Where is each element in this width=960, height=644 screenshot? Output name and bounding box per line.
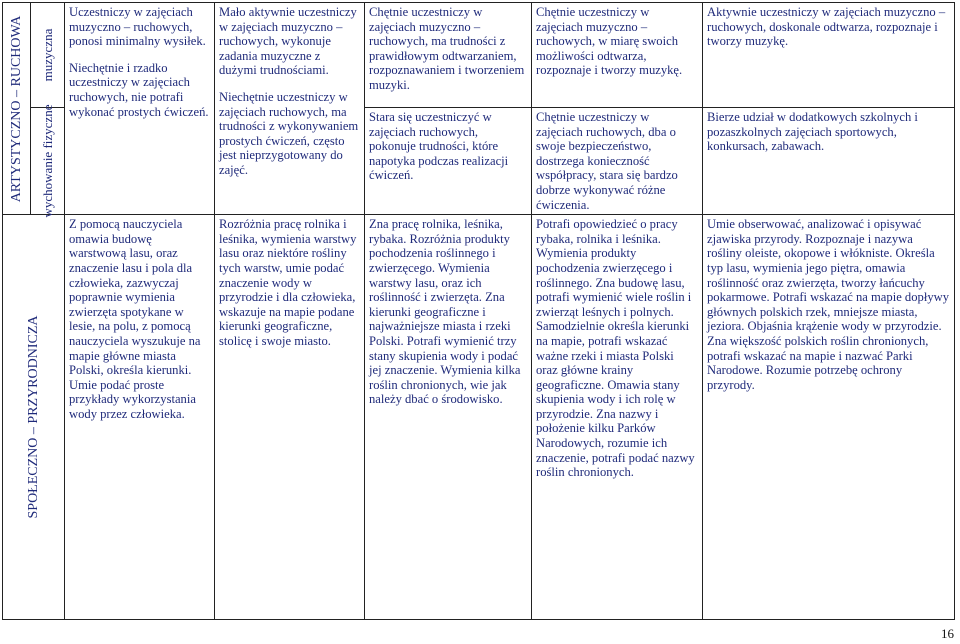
area-cell-arts [3, 3, 31, 215]
criteria-table [2, 2, 955, 620]
area-label-nature: SPOŁECZNO – PRZYRODNICZA [25, 315, 41, 519]
subject-cell-pe [31, 104, 65, 218]
music-pe-cell-1 [65, 3, 215, 215]
nature-cell-4 [532, 215, 703, 620]
music-cell-5 [703, 3, 955, 108]
nature-level-4: Potrafi opowiedzieć o pracy rybaka, rolnika i leśnika. Wymienia produkty pochodzenia zwierzęcego i roślinnego. Zna budowę lasu, potrafi wymienić wiele roślin i zwierząt leśnych i polnych. Samodzielnie określa kierunki na mapie, potrafi wskazać ważne rzeki i miasta Polski oraz główne krainy geograficzne. Omawia stany skupienia wody i ich rolę w przyrodzie. Zna nazwy i położenie kilku Parków Narodowych, rozumie ich znaczenie, potrafi podać nazwy roślin chronionych. [536, 217, 695, 480]
subject-cell-music [31, 3, 65, 108]
music-pe-cell-2 [215, 3, 365, 215]
pe-level-1: Niechętnie i rzadko uczestniczy w zajęciach ruchowych, nie potrafi wykonać prostych ćwiczeń. [69, 60, 209, 119]
nature-cell-3 [365, 215, 532, 620]
nature-cell-1 [65, 215, 215, 620]
area-cell-nature [3, 215, 65, 620]
pe-level-3: Stara się uczestniczyć w zajęciach ruchowych, pokonuje trudności, które napotyka podczas realizacji ćwiczeń. [369, 110, 509, 183]
page-number: 16 [941, 626, 954, 641]
music-cell-4 [532, 3, 703, 108]
table-row [3, 3, 955, 108]
subject-label-pe: wychowanie fizyczne [39, 104, 55, 218]
music-level-5: Aktywnie uczestniczy w zajęciach muzyczno – ruchowych, doskonale odtwarza, rozpoznaje i tworzy muzykę. [707, 5, 946, 49]
nature-cell-2 [215, 215, 365, 620]
pe-level-5: Bierze udział w dodatkowych szkolnych i pozaszkolnych zajęciach sportowych, konkursach, zabawach. [707, 110, 918, 154]
area-label-arts: ARTYSTYCZNO – RUCHOWA [8, 15, 24, 202]
music-level-1: Uczestniczy w zajęciach muzyczno – ruchowych, ponosi minimalny wysiłek. [69, 5, 206, 49]
table-row [3, 215, 955, 620]
pe-level-4: Chętnie uczestniczy w zajęciach ruchowych, dba o swoje bezpieczeństwo, dostrzega konieczność współpracy, stara się bardzo dobrze wykonywać różne ćwiczenia. [536, 110, 678, 212]
music-cell-3 [365, 3, 532, 108]
pe-cell-4 [532, 108, 703, 215]
nature-level-1: Z pomocą nauczyciela omawia budowę warstwową lasu, oraz znaczenie lasu i pola dla człowieka, zazwyczaj poprawnie wymienia zwierzęta spotykane w lesie, na polu, z pomocą nauczyciela wyszukuje na mapie główne miasta Polski, określa kierunki. Umie podać proste przykłady wykorzystania wody przez człowieka. [69, 217, 201, 421]
music-level-2: Mało aktywnie uczestniczy w zajęciach muzyczno – ruchowych, wykonuje zadania muzyczne z dużymi trudnościami. [219, 5, 357, 78]
nature-cell-5 [703, 215, 955, 620]
subject-label-music: muzyczna [39, 28, 55, 82]
nature-level-3: Zna pracę rolnika, leśnika, rybaka. Rozróżnia produkty pochodzenia roślinnego i zwierzęcego. Wymienia warstwy lasu, oraz ich roślinność i zwierzęta. Zna kierunki geograficzne i najważniejsze miasta i rzeki Polski. Potrafi wymienić trzy stany skupienia wody i podać jej znaczenie. Wymienia kilka roślin chronionych, wie jak należy dbać o środowisko. [369, 217, 521, 407]
music-level-3: Chętnie uczestniczy w zajęciach muzyczno – ruchowych, ma trudności z prawidłowym odtwarzaniem, rozpoznawaniem i tworzeniem muzyki. [369, 5, 525, 92]
nature-level-2: Rozróżnia pracę rolnika i leśnika, wymienia warstwy lasu oraz niektóre rośliny tych warstw, umie podać znaczenie wody w przyrodzie i dla człowieka, wskazuje na mapie podane kierunki geograficzne, stolicę i swoje miasto. [219, 217, 357, 348]
pe-cell-5 [703, 108, 955, 215]
music-level-4: Chętnie uczestniczy w zajęciach muzyczno – ruchowych, w miarę swoich możliwości odtwarza, rozpoznaje i tworzy muzykę. [536, 5, 683, 78]
pe-cell-3 [365, 108, 532, 215]
nature-level-5: Umie obserwować, analizować i opisywać zjawiska przyrody. Rozpoznaje i nazywa rośliny oleiste, okopowe i włókniste. Określa typ lasu, wymienia jego piętra, omawia roślinność oraz zwierzęta, tworzy łańcuchy pokarmowe. Potrafi wskazać na mapie dopływy głównych polskich rzek, mniejsze miasta, jeziora. Objaśnia krążenie wody w przyrodzie. Zna większość polskich roślin chronionych, potrafi wskazać na mapie i nazwać Parki Narodowe. Rozumie potrzebę ochrony przyrody. [707, 217, 950, 392]
pe-level-2: Niechętnie uczestniczy w zajęciach ruchowych, ma trudności z wykonywaniem prostych ćwiczeń, często jest nieprzygotowany do zajęć. [219, 89, 359, 177]
